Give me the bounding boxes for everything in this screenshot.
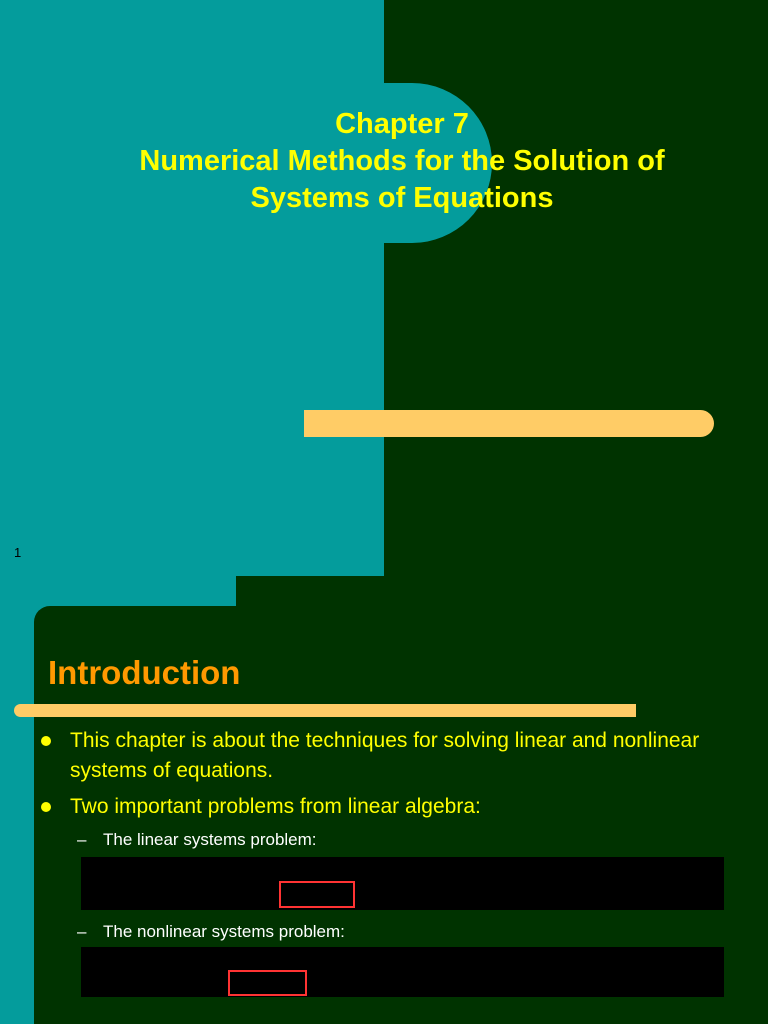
title-line-chapter: Chapter 7: [335, 108, 469, 140]
sub-item-text: The linear systems problem:: [103, 830, 317, 849]
sub-item-text: The nonlinear systems problem:: [103, 922, 345, 941]
bullet-item: [70, 792, 740, 822]
heading-underline-bar: [14, 704, 636, 717]
formula-box: [81, 857, 724, 910]
title-line-main: Numerical Methods for the Solution of: [139, 145, 665, 177]
slide-title: [60, 106, 744, 217]
section-heading: Introduction: [48, 654, 241, 691]
dark-panel: [384, 0, 768, 576]
bullet-item: [70, 726, 740, 786]
formula-box: [81, 947, 724, 997]
page-number: 1: [14, 545, 22, 560]
dash-marker: –: [77, 922, 87, 941]
accent-bar: [304, 410, 714, 437]
highlight-box: [279, 881, 355, 908]
sub-item: [77, 830, 317, 850]
title-line-sub: Systems of Equations: [250, 182, 554, 214]
bullet-text: This chapter is about the techniques for solving linear and nonlinear systems of equations.: [70, 729, 700, 782]
dash-marker: –: [77, 830, 87, 849]
bullet-text: Two important problems from linear algebra:: [70, 795, 481, 818]
dark-panel-top: [236, 576, 768, 606]
highlight-box: [228, 970, 307, 996]
bullet-dot-icon: [41, 802, 51, 812]
bullet-dot-icon: [41, 736, 51, 746]
sub-item: [77, 922, 345, 942]
